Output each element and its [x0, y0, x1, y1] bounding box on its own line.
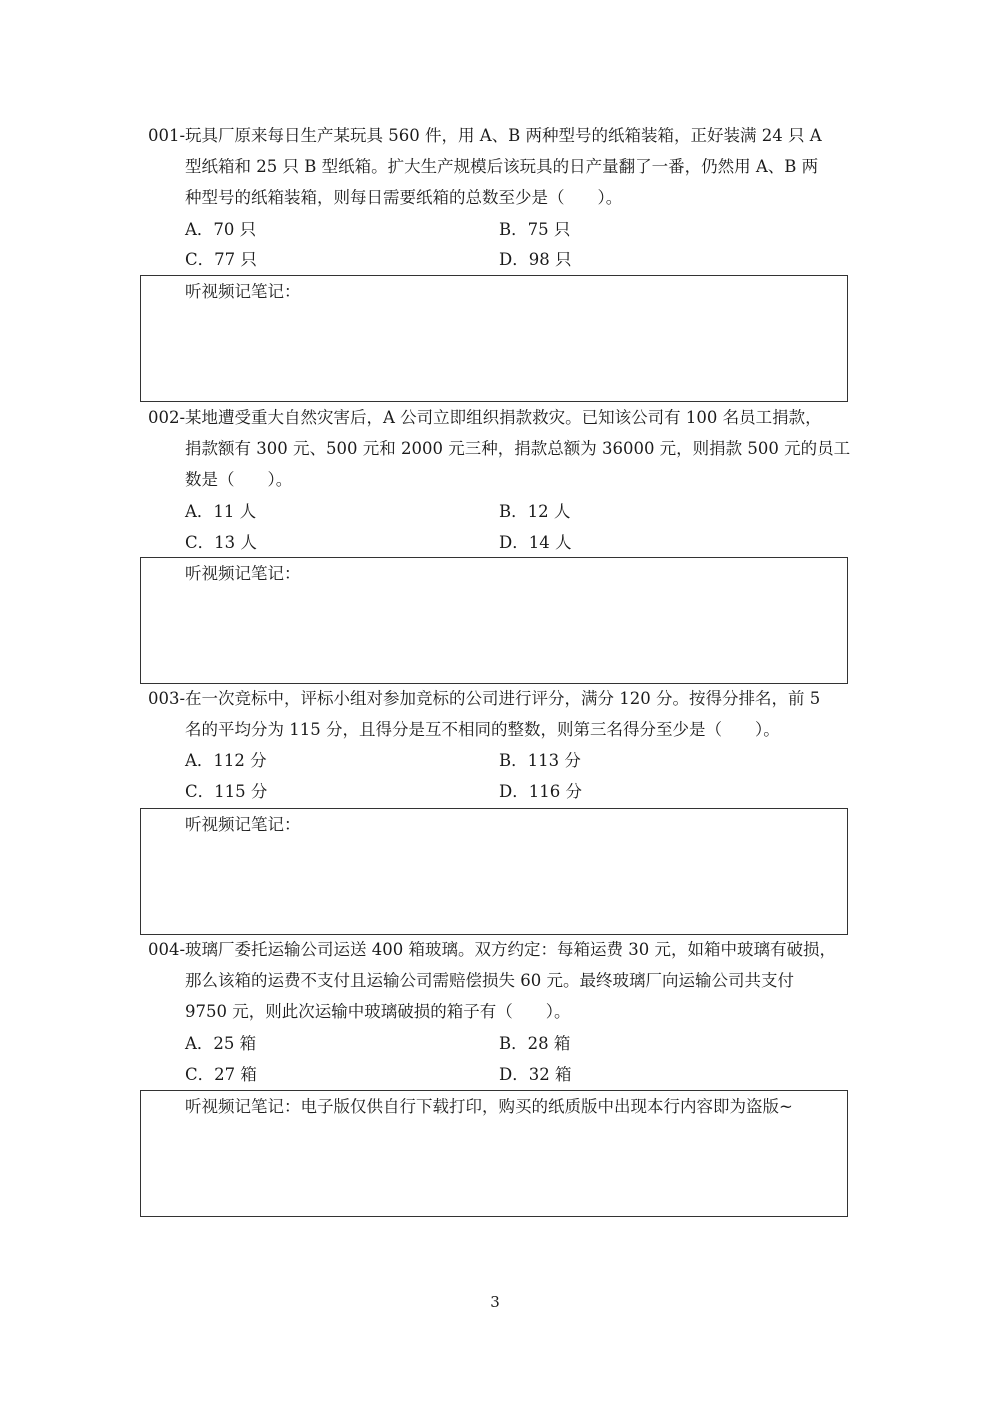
option-a: A．11 人: [185, 502, 257, 521]
question-text-line: 在一次竞标中，评标小组对参加竞标的公司进行评分，满分 120 分。按得分排名，前 5: [185, 689, 821, 708]
question-text-line: 名的平均分为 115 分，且得分是互不相同的整数，则第三名得分至少是（ ）。: [185, 720, 780, 739]
question-text-line: 玩具厂原来每日生产某玩具 560 件，用 A、B 两种型号的纸箱装箱，正好装满 24 只 A: [185, 126, 822, 145]
question-text-line: 型纸箱和 25 只 B 型纸箱。扩大生产规模后该玩具的日产量翻了一番，仍然用 A、B 两: [185, 157, 819, 176]
option-b: B．12 人: [499, 502, 571, 521]
notes-label: 听视频记笔记：: [185, 282, 301, 301]
question-text-line: 捐款额有 300 元、500 元和 2000 元三种，捐款总额为 36000 元，则捐款 500 元的员工: [185, 439, 851, 458]
option-d: D．32 箱: [499, 1065, 572, 1084]
notes-box[interactable]: [140, 557, 848, 684]
notes-box[interactable]: [140, 808, 848, 935]
option-d: D．116 分: [499, 782, 582, 801]
question-number: 003-: [148, 689, 186, 708]
option-a: A．25 箱: [185, 1034, 257, 1053]
notes-label: 听视频记笔记：电子版仅供自行下载打印，购买的纸质版中出现本行内容即为盗版~: [185, 1097, 793, 1116]
question-text-line: 玻璃厂委托运输公司运送 400 箱玻璃。双方约定：每箱运费 30 元，如箱中玻璃有破损，: [185, 940, 836, 959]
question-number: 004-: [148, 940, 186, 959]
page-number: 3: [490, 1293, 500, 1311]
option-b: B．75 只: [499, 220, 571, 239]
question-text-line: 那么该箱的运费不支付且运输公司需赔偿损失 60 元。最终玻璃厂向运输公司共支付: [185, 971, 794, 990]
option-d: D．14 人: [499, 533, 572, 552]
option-a: A．70 只: [185, 220, 257, 239]
option-a: A．112 分: [185, 751, 267, 770]
option-b: B．28 箱: [499, 1034, 571, 1053]
question-text-line: 种型号的纸箱装箱，则每日需要纸箱的总数至少是（ ）。: [185, 188, 623, 207]
question-number: 002-: [148, 408, 186, 427]
notes-label: 听视频记笔记：: [185, 564, 301, 583]
notes-label: 听视频记笔记：: [185, 815, 301, 834]
question-text-line: 数是（ ）。: [185, 470, 293, 489]
option-c: C．27 箱: [185, 1065, 257, 1084]
question-text-line: 某地遭受重大自然灾害后，A 公司立即组织捐款救灾。已知该公司有 100 名员工捐款，: [185, 408, 822, 427]
notes-box[interactable]: [140, 275, 848, 402]
option-c: C．13 人: [185, 533, 257, 552]
option-b: B．113 分: [499, 751, 581, 770]
option-c: C．115 分: [185, 782, 268, 801]
option-d: D．98 只: [499, 250, 572, 269]
option-c: C．77 只: [185, 250, 257, 269]
question-text-line: 9750 元，则此次运输中玻璃破损的箱子有（ ）。: [185, 1002, 571, 1021]
notes-box[interactable]: [140, 1090, 848, 1217]
question-number: 001-: [148, 126, 186, 145]
